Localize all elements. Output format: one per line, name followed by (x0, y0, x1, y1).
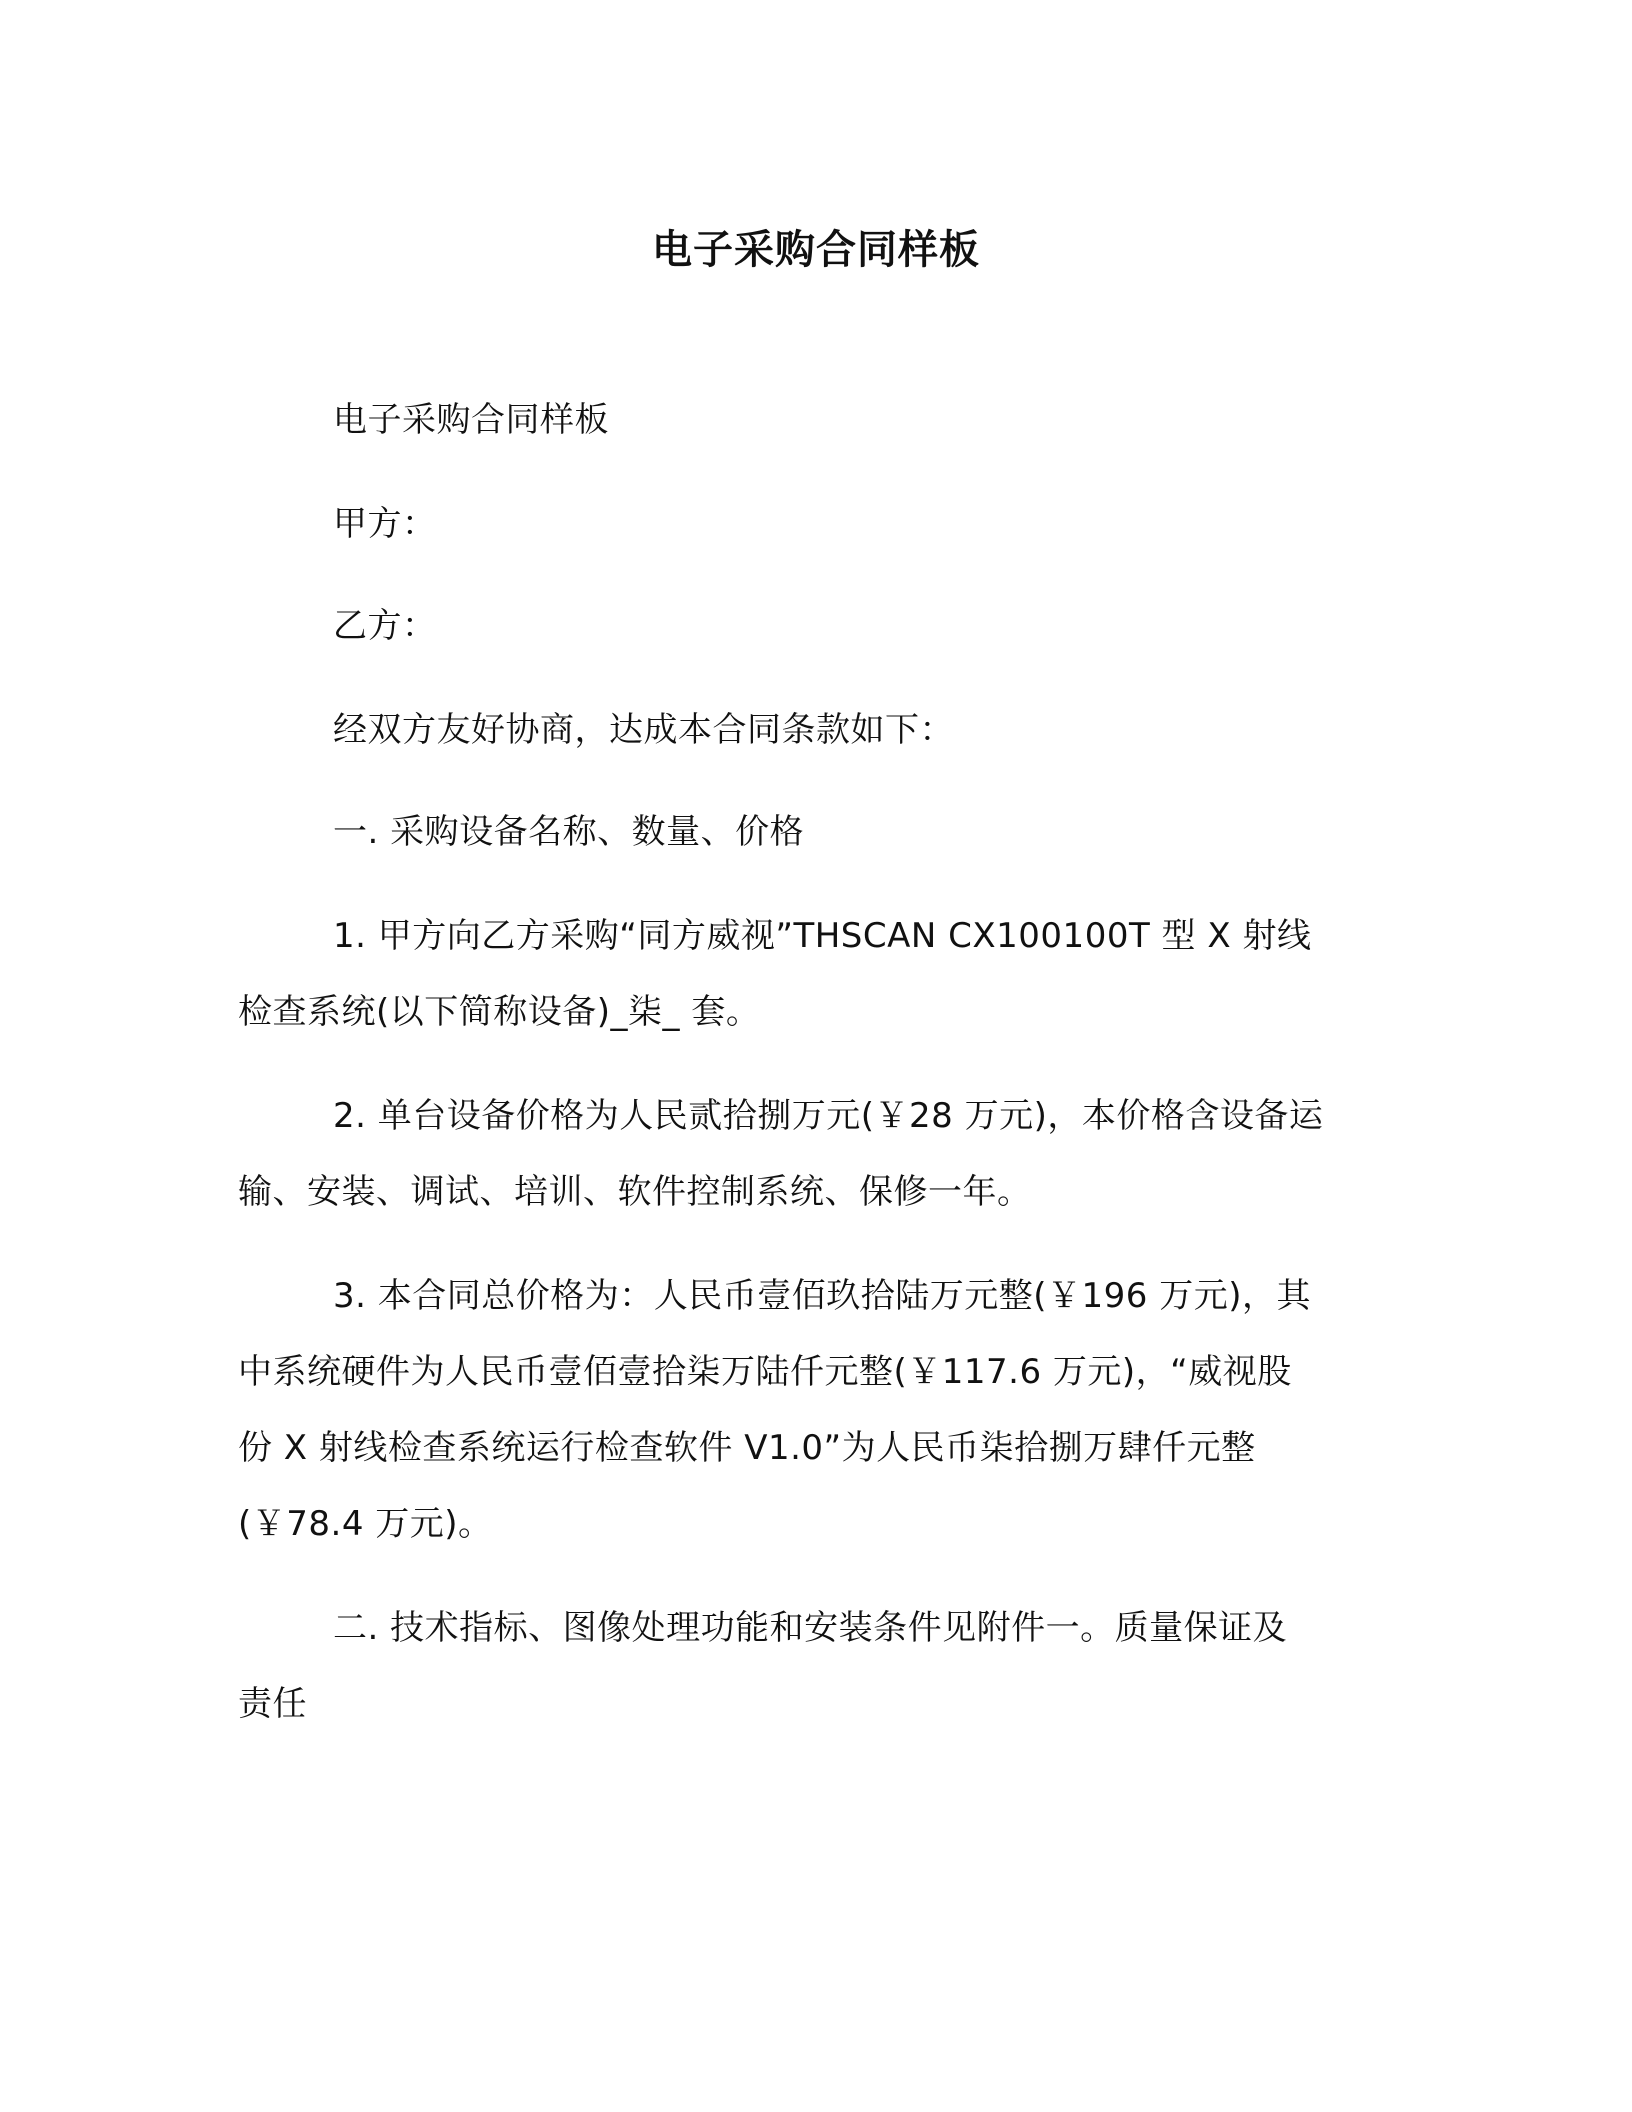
clause-3-line-3: 份 X 射线检查系统运行检查软件 V1.0”为人民币柒拾捌万肆仟元整 (238, 1428, 1256, 1468)
section-two-line-2: 责任 (238, 1684, 307, 1724)
document-subtitle: 电子采购合同样板 (333, 400, 609, 440)
clause-3-line-1: 3. 本合同总价格为：人民币壹佰玖拾陆万元整(￥196 万元)，其 (333, 1276, 1311, 1316)
clause-2-line-1: 2. 单台设备价格为人民贰拾捌万元(￥28 万元)，本价格含设备运 (333, 1096, 1324, 1136)
clause-1-line-1: 1. 甲方向乙方采购“同方威视”THSCAN CX100100T 型 X 射线 (333, 916, 1312, 956)
clause-1-line-2: 检查系统(以下简称设备)_柒_ 套。 (238, 992, 761, 1032)
party-a-label: 甲方： (333, 504, 437, 544)
party-b-label: 乙方： (333, 606, 437, 646)
document-title: 电子采购合同样板 (652, 227, 980, 273)
section-one-heading: 一. 采购设备名称、数量、价格 (333, 812, 805, 852)
clause-3-line-2: 中系统硬件为人民币壹佰壹拾柒万陆仟元整(￥117.6 万元)，“威视股 (238, 1352, 1292, 1392)
clause-3-line-4: (￥78.4 万元)。 (238, 1504, 493, 1544)
clause-2-line-2: 输、安装、调试、培训、软件控制系统、保修一年。 (238, 1172, 1032, 1212)
intro-paragraph: 经双方友好协商，达成本合同条款如下： (333, 710, 954, 750)
section-two-line-1: 二. 技术指标、图像处理功能和安装条件见附件一。质量保证及 (333, 1608, 1288, 1648)
